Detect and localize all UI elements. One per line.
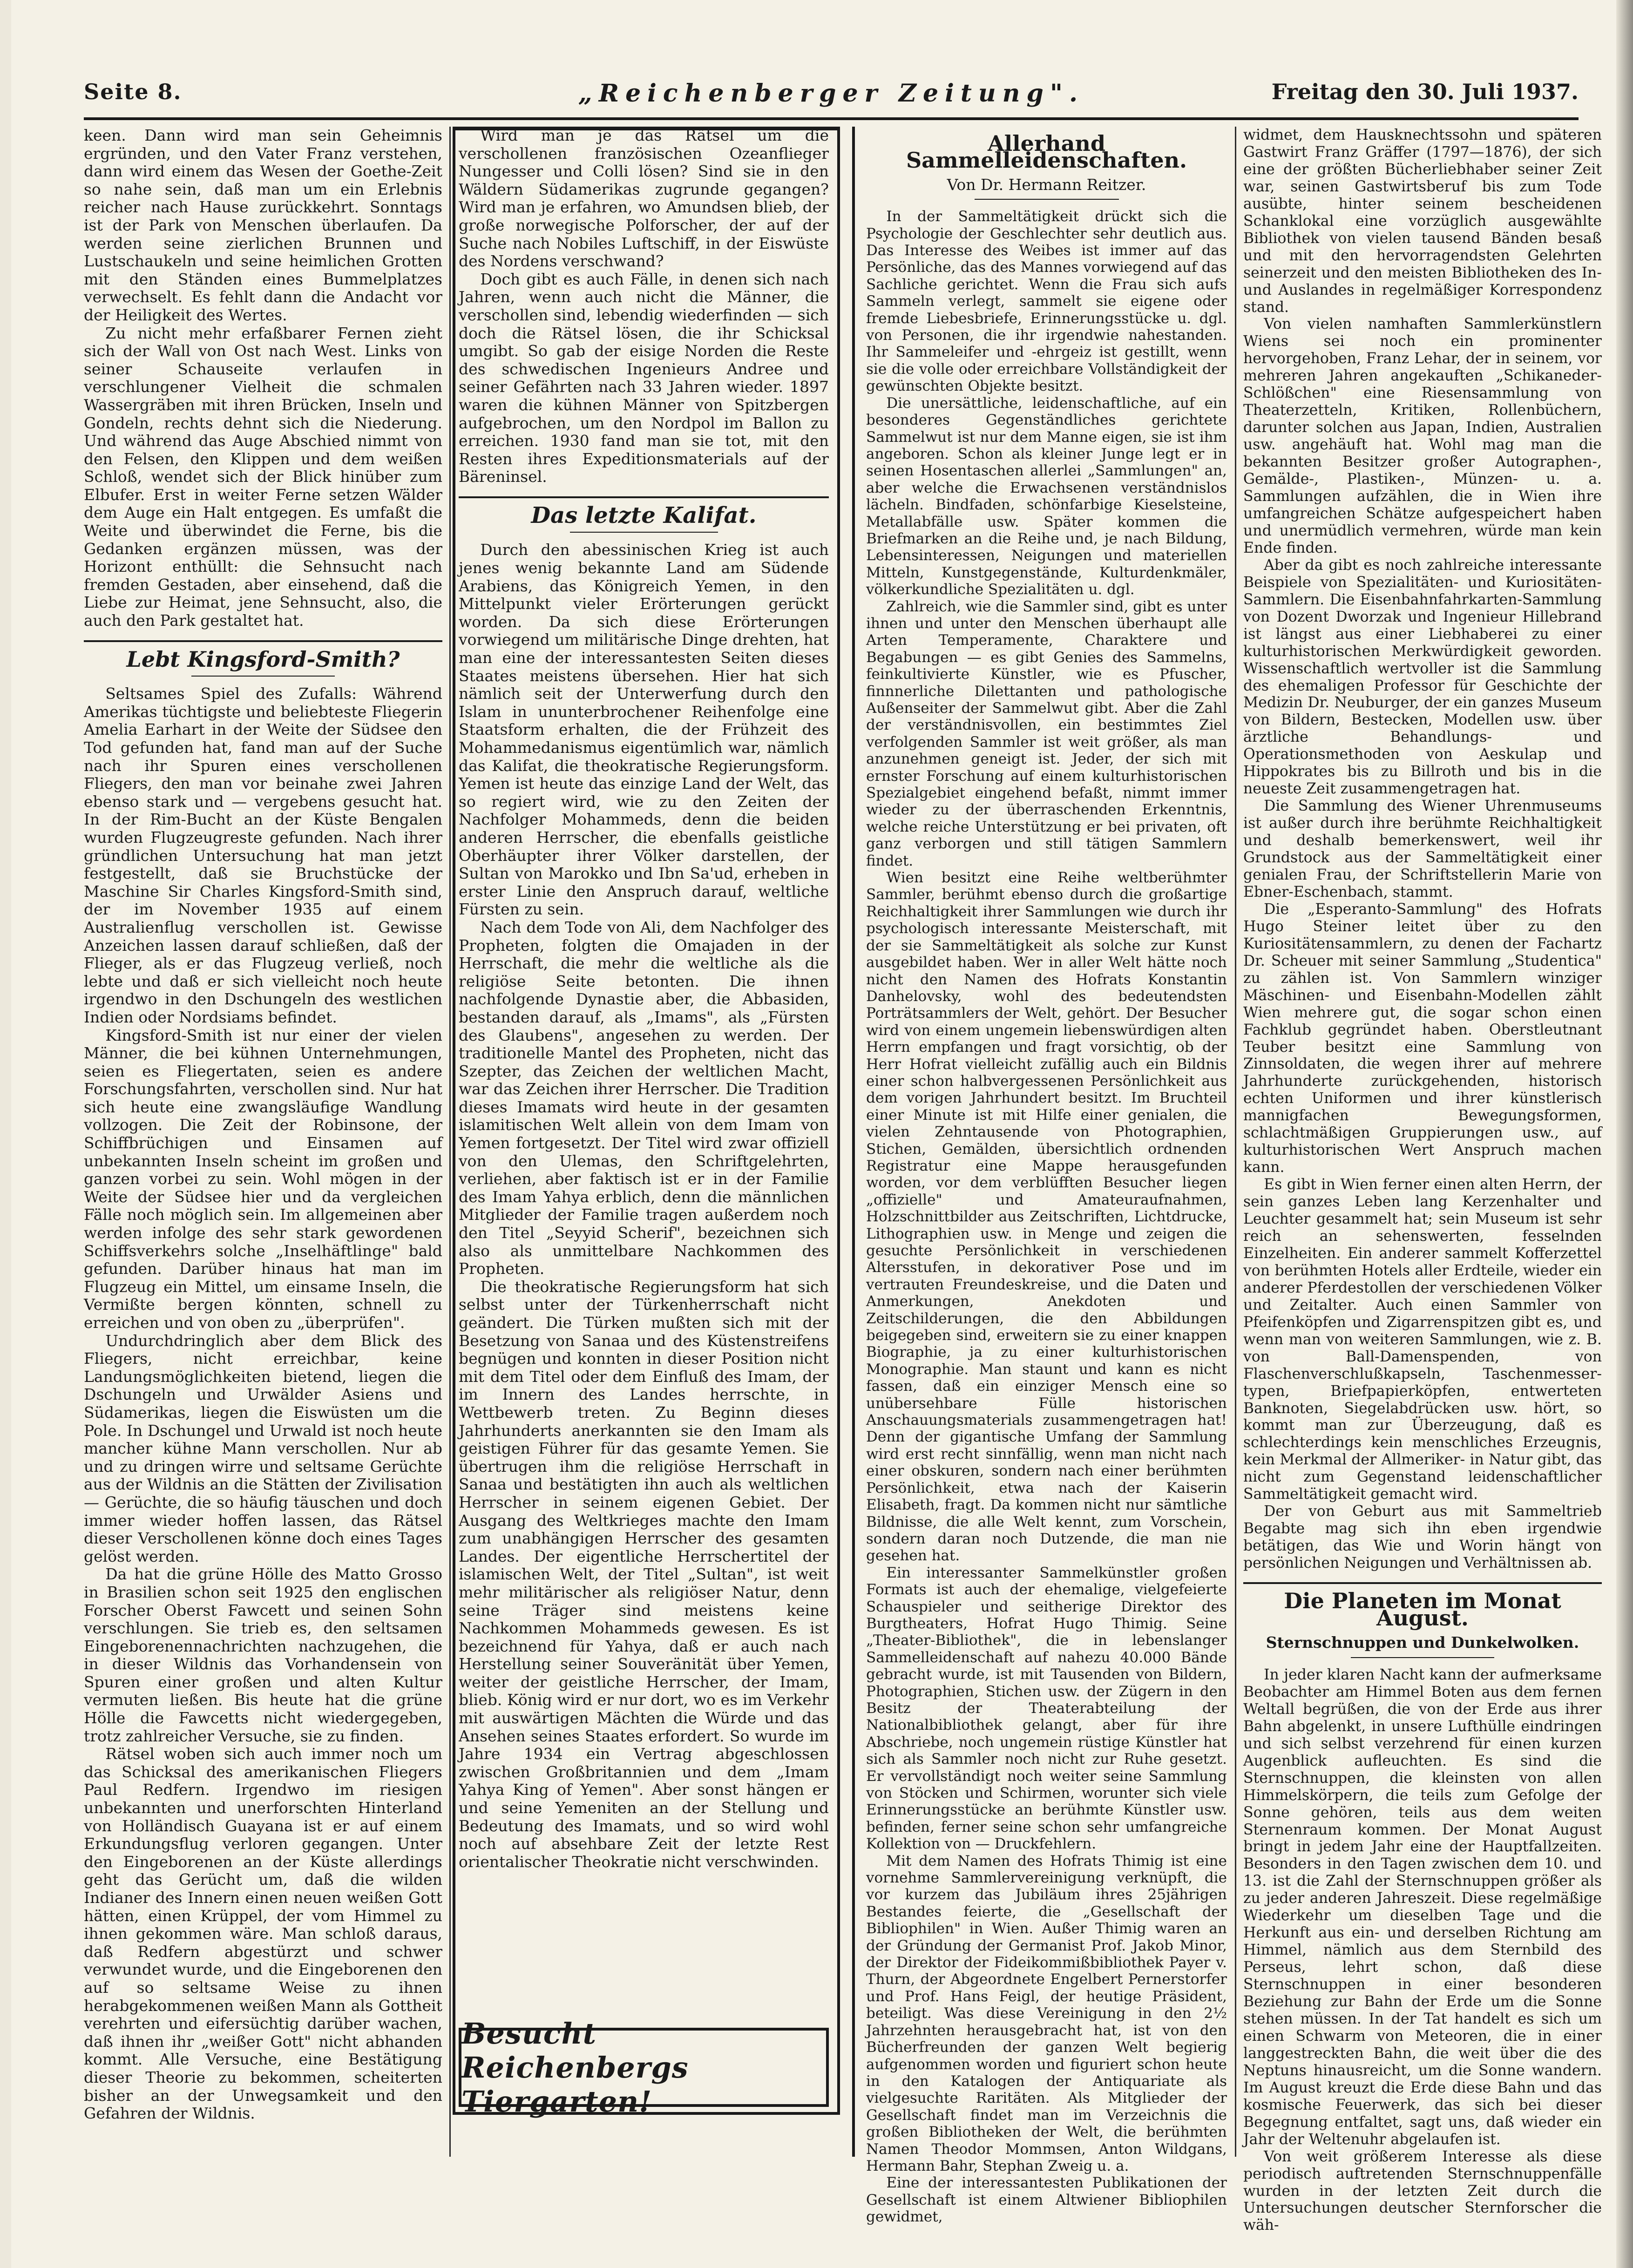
masthead: „Reichenberger Zeitung". [578,79,1084,108]
column-2 [459,127,829,1871]
header-rule [84,117,1579,120]
page-header [84,79,1579,116]
column-1 [84,127,442,2123]
article-paragraph: Rätsel woben sich auch immer noch um das Schicksal des amerikanischen Fliegers Paul Redfern. Irgendwo im riesigen unbekannten und unerforschten Hinterland von Holländisch Guayana ist er auf einem Erkundungsflug verloren gegangen. Unter den Eingeborenen an der Küste allerdings geht das Gerücht um, daß die wilden Indianer des Innern einen neuen weißen Gott hätten, einen Krüppel, der vom Himmel zu ihnen gekommen wäre. Man schloß daraus, daß Redfern abgestürzt und schwer verwundet wurde, und die Eingeborenen den auf so seltsame Weise zu ihnen herabgekommenen weißen Mann als Gottheit verehrten und eifersüchtig darüber wachen, daß ihnen ihr „weißer Gott" nicht abhanden kommt. Alle Versuche, eine Bestätigung dieser Theorie zu bekommen, scheiterten bisher an der Unwegsamkeit und den Gefahren der Wildnis. [84,1745,442,2123]
headline-planeten: Die Planeten im Monat August. [1284,1588,1561,1631]
article-paragraph: Wird man je das Rätsel um die verschollenen französischen Ozeanflieger Nungesser und Colli lösen? Sind sie in den Wäldern Südamerikas zugrunde gegangen? Wird man je erfahren, wo Amundsen blieb, der große norwegische Polforscher, der auf der Suche nach Nobiles Luftschiff, in der Eiswüste des Nordens verschwand? [459,126,829,271]
page-number: Seite 8. [84,79,182,104]
article-paragraph: widmet, dem Hausknechtssohn und späteren Gastwirt Franz Gräffer (1797—1876), der sich eine der größten Bücherliebhaber seiner Zeit war, seinen Gastwirtsberuf bis zum Tode ausübte, hinter seinem bescheidenen Schanklokal eine vorzüglich ausgewählte Bibliothek von vielen tausend Bänden besaß und mit den hervorragendsten Gelehrten seinerzeit und den meisten Bibliotheken des In- und Auslandes in regelmäßiger Korrespondenz stand. [1243,127,1602,316]
scan-left-edge [0,0,11,2268]
column-divider-3 [1235,127,1236,2157]
article-paragraph: Die Sammlung des Wiener Uhrenmuseums ist außer durch ihre berühmte Reichhaltigkeit und deshalb bemerkenswert, weil ihr Grundstock aus der Sammeltätigkeit einer genialen Frau, der Schriftstellerin Marie von Ebner-Eschenbach, stammt. [1243,798,1602,900]
headline-sammelleidenschaften: Allerhand Sammelleidenschaften. [906,131,1187,173]
headline-kingsford-smith: Lebt Kingsford-Smith? [126,646,400,672]
article-paragraph: In der Sammeltätigkeit drückt sich die Psychologie der Geschlechter sehr deutlich aus. Das Interesse des Weibes ist immer auf das Persönliche, das des Mannes vorwiegend auf das Sachliche gerichtet. Wenn die Frau sich aufs Sammeln verlegt, sammelt sie eigene oder fremde Liebesbriefe, Erinnerungsstücke u. dgl. von Personen, die ihr irgendwie nahestanden. Ihr Sammeleifer und -ehrgeiz ist gestillt, wenn sie die volle oder erreichbare Vollständigkeit der gewünschten Objekte besitzt. [866,208,1227,395]
article-paragraph: Kingsford-Smith ist nur einer der vielen Männer, die bei kühnen Unternehmungen, seien es Fliegertaten, seien es andere Forschungsfahrten, verschollen sind. Nur hat sich heute eine zwangsläufige Wandlung vollzogen. Die Zeit der Robinsone, der Schiffbrüchigen und Einsamen auf unbekannten Inseln scheint im großen und ganzen vorbei zu sein. Wohl mögen in der Weite der Südsee hier und da vergleichen Fälle noch möglich sein. Im allgemeinen aber werden infolge des sehr stark gewordenen Schiffsverkehrs solche „Inselhäftlinge" bald gefunden. Darüber hinaus hat man im Flugzeug ein Mittel, um einsame Inseln, die Vermißte bergen könnten, schnell zu erreichen und von oben zu „überprüfen". [84,1026,442,1332]
article-paragraph: Der von Geburt aus mit Sammeltrieb Begabte mag sich ihn eben irgendwie betätigen, das Wie und Worin hängt von persönlichen Neigungen und Verhältnissen ab. [1243,1503,1602,1572]
headline-rule [975,199,1119,200]
article-paragraph: Eine der interessantesten Publikationen der Gesellschaft ist einem Altwiener Bibliophilen gewidmet, [866,2174,1227,2226]
article-paragraph: Zu nicht mehr erfaßbarer Fernen zieht sich der Wall von Ost nach West. Links von seiner Schauseite verlaufen in verschlungener Vielheit die schmalen Wassergräben mit ihren Brücken, Inseln und Gondeln, rechts dehnt sich die Niederung. Und während das Auge Abschied nimmt von den Felsen, den Klippen und dem weißen Schloß, wendet sich der Blick hinüber zum Elbufer. Erst in weiter Ferne setzen Wälder dem Auge ein Halt entgegen. Es umfaßt die Weite und überwindet die Ferne, bis die Gedanken ergänzen müssen, was der Horizont enthüllt: die Sehnsucht nach fremden Gestaden, aber einsehend, daß die Liebe zur Heimat, jene Sehnsucht, also, die auch den Park gestaltet hat. [84,324,442,630]
article-paragraph: Die theokratische Regierungsform hat sich selbst unter der Türkenherrschaft nicht geändert. Die Türken mußten sich mit der Besetzung von Sanaa und des Küstenstreifens begnügen und konnten in dieser Position nicht mit dem Titel oder dem Einfluß des Imam, der im Innern des Landes herrschte, in Wettbewerb treten. Zu Beginn dieses Jahrhunderts anerkannten sie den Imam als geistigen Führer für das gesamte Yemen. Sie übertrugen ihm die religiöse Herrschaft in Sanaa und bestätigten ihn auch als weltlichen Herrscher in seinem eigenen Gebiet. Der Ausgang des Weltkrieges machte den Imam zum unabhängigen Herrscher des gesamten Landes. Der eigentliche Herrschertitel der islamischen Welt, der Titel „Sultan", ist weit mehr militärischer als religiöser Natur, denn seine Träger sind meistens keine Nachkommen Mohammeds gewesen. Es ist bezeichnend für Yahya, daß er auch nach Herstellung seiner Souveränität über Yemen, weiter der geistliche Herrscher, der Imam, blieb. König wird er nur dort, wo es im Verkehr mit auswärtigen Mächten die Würde und das Ansehen seines Staates erfordert. So wurde im Jahre 1934 ein Vertrag abgeschlossen zwischen Großbritannien und dem „Imam Yahya King of Yemen". Aber sonst hängen er und seine Yemeniten an der Stellung und Bedeutung des Imamats, und so wird wohl noch auf absehbare Zeit der letzte Rest orientalischer Theokratie nicht verschwinden. [459,1277,829,1871]
article-paragraph: Zahlreich, wie die Sammler sind, gibt es unter ihnen und unter den Menschen überhaupt alle Arten Temperamente, Charaktere und Begabungen — es gibt Genies des Sammelns, feinkultivierte Künstler, wie es Pfuscher, finnnerliche Dilettanten und pathologische Außenseiter der Sammelwut gibt. Aber die Zahl der verständnisvollen, ein bestimmtes Ziel verfolgenden Sammler ist weit größer, als man anzunehmen geneigt ist. Jeder, der sich mit ernster Forschung auf einem kulturhistorischen Spezialgebiet eingehend befaßt, nimmt immer wieder zu der überraschenden Erkenntnis, welche reiche Unterstützung er bei privaten, oft ganz verborgen und still tätigen Sammlern findet. [866,598,1227,869]
article-paragraph: Doch gibt es auch Fälle, in denen sich nach Jahren, wenn auch nicht die Männer, die verschollen sind, lebendig wiederfinden — sich doch die Rätsel lösen, die ihr Schicksal umgibt. So gab der eisige Norden die Reste des schwedischen Ingenieurs Andree und seiner Gefährten nach 33 Jahren wieder. 1897 waren die kühnen Männer von Spitzbergen aufgebrochen, um den Nordpol im Ballon zu erreichen. 1930 fand man sie tot, mit den Resten ihres Expeditionsmaterials auf der Bäreninsel. [459,270,829,486]
article-separator [1243,1582,1602,1584]
article-paragraph: Mit dem Namen des Hofrats Thimig ist eine vornehme Sammlervereinigung verknüpft, die vor kurzem das Jubiläum ihres 25jährigen Bestandes feierte, die „Gesellschaft der Bibliophilen" in Wien. Außer Thimig waren an der Gründung der Germanist Prof. Jakob Minor, der Direktor der Fideikommißbibliothek Payer v. Thurn, der Abgeordnete Engelbert Pernerstorfer und Prof. Hans Feigl, der heutige Präsident, beteiligt. Was diese Vereinigung in den 2½ Jahrzehnten herausgebracht hat, ist von den Bücherfreunden der ganzen Welt begierig aufgenommen worden und figuriert schon heute in den Katalogen der Antiquariate als vielgesuchte Raritäten. Als Mitglieder der Gesellschaft findet man im Verzeichnis die großen Bibliotheken der Welt, die berühmten Namen Theodor Mommsen, Anton Wildgans, Hermann Bahr, Stephan Zweig u. a. [866,1852,1227,2174]
article-paragraph: Von weit größerem Interesse als diese periodisch auftretenden Sternschnuppenfälle wurden in der letzten Zeit durch die Untersuchungen deutscher Sternforscher die wäh- [1243,2148,1602,2234]
issue-date: Freitag den 30. Juli 1937. [1271,79,1579,104]
article-paragraph: Nach dem Tode von Ali, dem Nachfolger des Propheten, folgten die Omajaden in der Herrschaft, die mehr die weltliche als die religiöse Seite betonten. Die ihnen nachfolgende Dynastie aber, die Abbasiden, bestanden darauf, als „Imams", als „Fürsten des Glaubens", angesehen zu werden. Der traditionelle Mantel des Propheten, nicht das Szepter, das Zeichen der weltlichen Macht, war das Zeichen ihrer Herrscher. Die Tradition dieses Imamats wird heute in der gesamten islamitischen Welt allein von dem Imam von Yemen fortgesetzt. Der Titel wird zwar offiziell von den Ulemas, den Schriftgelehrten, verliehen, aber faktisch ist er in der Familie des Imam Yahya erblich, denn die männlichen Mitglieder der Familie tragen außerdem noch den Titel „Seyyid Scherif", bezeichnen sich also als unmittelbare Nachkommen des Propheten. [459,918,829,1278]
article-paragraph: Von vielen namhaften Sammlerkünstlern Wiens sei noch ein prominenter hervorgehoben, Franz Lehar, der in seinem, vor mehreren Jahren angekauften „Schikaneder-Schlößchen" eine Riesensammlung von Theaterzetteln, Kritiken, Rollenbüchern, darunter solchen aus Japan, Indien, Australien usw. angehäuft hat. Wohl mag man die bekannten Besitzer großer Autographen-, Gemälde-, Plastiken-, Münzen- u. a. Sammlungen aufzählen, die in Wien ihre umfangreichen Schätze aufgespeichert haben und unermüdlich vermehren, würde man kein Ende finden. [1243,316,1602,556]
column-4 [1243,127,1602,2234]
article-paragraph: Seltsames Spiel des Zufalls: Während Amerikas tüchtigste und beliebteste Fliegerin Amelia Earhart in der Weite der Südsee den Tod gefunden hat, fand man auf der Suche nach ihr Spuren eines verschollenen Fliegers, den man vor beinahe zwei Jahren ebenso stark und — vergebens gesucht hat. In der Rim-Bucht an der Küste Bengalen wurden Flugzeugreste gefunden. Nach ihrer gründlichen Untersuchung hat man jetzt festgestellt, daß sie Bruchstücke der Maschine Sir Charles Kingsford-Smith sind, der im November 1935 auf einem Australienflug verschollen ist. Gewisse Anzeichen lassen darauf schließen, daß der Flieger, als er das Flugzeug verließ, noch lebte und daß er sich vielleicht noch heute irgendwo in den Dschungeln des westlichen Indien oder Nordsiams befindet. [84,684,442,1026]
article-paragraph: keen. Dann wird man sein Geheimnis ergründen, und den Vater Franz verstehen, dann wird einem das Wesen der Goethe-Zeit so nahe sein, daß man um ein Erlebnis reicher nach Hause zurückkehrt. Sonntags ist der Park von Menschen überlaufen. Da werden seine zierlichen Brunnen und Lustschaukeln und seine heimlichen Grotten mit den Ständen eines Bummelplatzes verwechselt. Es fehlt dann die Andacht vor der Heiligkeit des Wertes. [84,126,442,324]
headline-kalifat: Das letzte Kalifat. [531,502,757,528]
headline-rule [570,532,718,533]
column-divider-2 [852,127,855,2157]
tiergarten-advertisement: Besucht Reichenbergs Tiergarten! [459,2028,829,2107]
article-paragraph: Ein interessanter Sammelkünstler großen Formats ist auch der ehemalige, vielgefeierte Schauspieler und seitherige Direktor des Burgtheaters, Hofrat Hugo Thimig. Seine „Theater-Bibliothek", die in lebenslanger Sammelleidenschaft auf nahezu 40.000 Bände gebracht wurde, ist mit Tausenden von Bildern, Photographien, Stichen usw. der Zügern in den Besitz der Theaterabteilung der Nationalbibliothek gelangt, aber für ihre Abschriebe, noch ungemein rüstige Künstler hat sich als Sammler noch nicht zur Ruhe gesetzt. Er vervollständigt noch weiter seine Sammlung von Stöcken und Schirmen, worunter sich viele Erinnerungsstücke an berühmte Künstler usw. befinden, ferner seine schon sehr umfangreiche Kollektion von — Druckfehlern. [866,1564,1227,1853]
article-paragraph: Aber da gibt es noch zahlreiche interessante Beispiele von Spezialitäten- und Kuriositäten-Sammlern. Die Eisenbahnfahrkarten-Sammlung von Dozent Dworzak und Ingenieur Hillebrand ist längst aus einer Liebhaberei zu einer kulturhistorischen Merkwürdigkeit geworden. Wissenschaftlich wertvoller ist die Sammlung des ehemaligen Professor für Geschichte der Medizin Dr. Neuburger, der ein ganzes Museum von Bildern, Bestecken, Modellen usw. über ärztliche Behandlungs- und Operationsmethoden von Aeskulap und Hippokrates bis zu Billroth und bis in die neueste Zeit zusammengetragen hat. [1243,556,1602,798]
column-divider-1 [449,127,451,2157]
headline-rule [191,676,335,677]
article-paragraph: Die unersättliche, leidenschaftliche, auf ein besonderes Gegenständliches gerichtete Sammelwut ist nur dem Manne eigen, sie ist ihm angeboren. Schon als kleiner Junge legt er in seinen Hosentaschen allerlei „Sammlungen" an, aber welche die Erwachsenen verständnislos lächeln. Bindfaden, schönfarbige Kieselsteine, Metallabfälle usw. Später kommen die Briefmarken an die Reihe und, je nach Bildung, Lebensinteressen, Neigungen und materiellen Mitteln, Kunstgegenstände, Kulturdenkmäler, völkerkundliche Spezialitäten u. dgl. [866,394,1227,598]
article-separator [84,640,442,642]
byline: Von Dr. Hermann Reitzer. [947,175,1146,194]
article-separator [459,496,829,498]
article-paragraph: Es gibt in Wien ferner einen alten Herrn, der sein ganzes Leben lang Kerzenhalter und Leuchter gesammelt hat; sein Museum ist sehr reich an sehenswerten, fesselnden Einzelheiten. Ein anderer sammelt Kofferzettel von berühmten Hotels aller Erdteile, wieder ein anderer Pferdestollen der verschiedenen Völker und Zeitalter. Auch einen Sammler von Pfeifenköpfen und Zigarrenspitzen gibt es, und wenn man von weiteren Sammlungen, wie z. B. von Ball-Damenspenden, von Flaschenverschlußkapseln, Taschenmesser-typen, Briefpapierköpfen, entwerteten Banknoten, Siegelabdrücken usw. hört, so kommt man zur Überzeugung, daß es schlechterdings kein menschliches Erzeugnis, kein Merkmal der Allmeriker- in Natur gibt, das nicht zum Gegenstand leidenschaftlicher Sammeltätigkeit gemacht wird. [1243,1176,1602,1503]
article-paragraph: Da hat die grüne Hölle des Matto Grosso in Brasilien schon seit 1925 den englischen Forscher Oberst Fawcett und seinen Sohn verschlungen. Sie trieb es, den seltsamen Eingeborenennachrichten nachzugehen, die in dieser Wildnis das Vorhandensein von Spuren einer großen und alten Kultur vermuten ließen. Bis heute hat die grüne Hölle die Fawcetts nicht wiedergegeben, trotz zahlreicher Versuche, sie zu finden. [84,1565,442,1745]
headline-rule [1351,1657,1494,1658]
article-paragraph: Durch den abessinischen Krieg ist auch jenes wenig bekannte Land am Südende Arabiens, das Königreich Yemen, in den Mittelpunkt vieler Erörterungen gerückt worden. Da sich diese Erörterungen vorwiegend um militärische Dinge drehten, hat man eine der interessantesten Seiten dieses Staates meistens übersehen. Hier hat sich nämlich seit der Unterwerfung durch den Islam in ununterbrochener Reihenfolge eine Staatsform erhalten, die der Frühzeit des Mohammedanismus eigentümlich war, nämlich das Kalifat, die theokratische Regierungsform. Yemen ist heute das einzige Land der Welt, das so regiert wird, wie zu den Zeiten der Nachfolger Mohammeds, denn die beiden anderen Herrscher, die ebenfalls geistliche Oberhäupter ihrer Völker darstellen, der Sultan von Marokko und Ibn Sa'ud, erheben in erster Linie den Anspruch darauf, weltliche Fürsten zu sein. [459,541,829,919]
article-paragraph: In jeder klaren Nacht kann der aufmerksame Beobachter am Himmel Boten aus dem fernen Weltall begrüßen, die von der Erde aus ihrer Bahn abgelenkt, in unsere Lufthülle eindringen und sich selbst verzehrend für einen kurzen Augenblick aufleuchten. Es sind die Sternschnuppen, die kleinsten von allen Himmelskörpern, die teils zum Gefolge der Sonne gehören, teils aus dem weiten Sternenraum kommen. Der Monat August bringt in jedem Jahr eine der Hauptfallzeiten. Besonders in den Tagen zwischen dem 10. und 13. ist die Zahl der Sternschnuppen größer als zu jeder anderen Jahreszeit. Diese regelmäßige Wiederkehr um dieselben Tage und die Herkunft aus ein- und derselben Richtung am Himmel, nämlich aus dem Sternbild des Perseus, lehrt schon, daß diese Sternschnuppen in einer besonderen Beziehung zur Bahn der Erde um die Sonne stehen müssen. In der Tat handelt es sich um einen Schwarm von Meteoren, die in einer langgestreckten Bahn, die weit über die des Neptuns hinausreicht, um die Sonne wandern. Im August kreuzt die Erde diese Bahn und das kosmische Feuerwerk, das sich bei dieser Begegnung entfaltet, sagt uns, daß wieder ein Jahr der Weltenuhr abgelaufen ist. [1243,1666,1602,2148]
article-paragraph: Die „Esperanto-Sammlung" des Hofrats Hugo Steiner leitet über zu den Kuriositätensammlern, zu denen der Fachartz Dr. Scheuer mit seiner Sammlung „Studentica" zu zählen ist. Von Sammlern winziger Mäschinen- und Eisenbahn-Modellen zählt Wien mehrere gut, die sogar schon einen Fachklub gegründet haben. Oberstleutnant Teuber besitzt eine Sammlung von Zinnsoldaten, die wegen ihrer auf mehrere Jahrhunderte zurückgehenden, historisch echten Uniformen und ihrer künstlerisch mannigfachen Bewegungsformen, schlachtmäßigen Gruppierungen usw., auf kulturhistorischen Wert Anspruch machen kann. [1243,900,1602,1176]
subheadline: Sternschnuppen und Dunkelwolken. [1266,1633,1579,1652]
scan-right-edge [1616,0,1633,2268]
article-paragraph: Wien besitzt eine Reihe weltberühmter Sammler, berühmt ebenso durch die großartige Reichhaltigkeit ihrer Sammlungen wie durch ihr psychologisch interessante Meisterschaft, mit der sie Sammeltätigkeit als solche zur Kunst ausgebildet haben. Wer in aller Welt hätte noch nicht den Namen des Hofrats Konstantin Danhelovsky, wohl des bedeutendsten Porträtsammlers der Welt, gehört. Der Besucher wird von einem ungemein liebenswürdigen alten Herrn empfangen und fragt vorsichtig, ob der Herr Hofrat vielleicht zufällig auch ein Bildnis einer schon halbvergessenen Persönlichkeit aus dem vorigen Jahrhundert besitzt. Im Bruchteil einer Minute ist mit Hilfe einer genialen, die vielen Zehntausende von Photographien, Stichen, Gemälden, übersichtlich ordnenden Registratur eine Mappe herausgefunden worden, vor dem verblüfften Besucher liegen „offizielle" und Amateuraufnahmen, Holzschnittbilder aus Zeitschriften, Lichtdrucke, Lithographien usw. in Menge und zeigen die gesuchte Persönlichkeit in verschiedenen Altersstufen, in dekorativer Pose und im vertrauten Freundeskreise, und die Daten und Anmerkungen, Anekdoten und Zeitschilderungen, die den Abbildungen beigegeben sind, erweitern sie zu einer knappen Biographie, ja zu einer kulturhistorischen Monographie. Man staunt und kann es nicht fassen, daß ein einziger Mensch eine so unübersehbare Fülle historischen Anschauungsmaterials zusammengetragen hat! Denn der gigantische Umfang der Sammlung wird erst recht sinnfällig, wenn man nicht nach einer obskuren, sondern nach einer berühmten Persönlichkeit, etwa nach der Kaiserin Elisabeth, fragt. Da kommen nicht nur sämtliche Bildnisse, die alle Welt kennt, zum Vorschein, sondern daran noch Dutzende, die man nie gesehen hat. [866,869,1227,1564]
column-3 [866,127,1227,2226]
article-paragraph: Undurchdringlich aber dem Blick des Fliegers, nicht erreichbar, keine Landungsmöglichkeiten bietend, liegen die Dschungeln und Urwälder Asiens und Südamerikas, liegen die Eiswüsten um die Pole. In Dschungel und Urwald ist noch heute mancher kühne Mann verschollen. Nur ab und zu dringen wirre und seltsame Gerüchte aus der Wildnis an die Stätten der Zivilisation — Gerüchte, die so häufig täuschen und doch immer wieder hoffen lassen, das Rätsel dieser Verschollenen könne doch eines Tages gelöst werden. [84,1331,442,1565]
